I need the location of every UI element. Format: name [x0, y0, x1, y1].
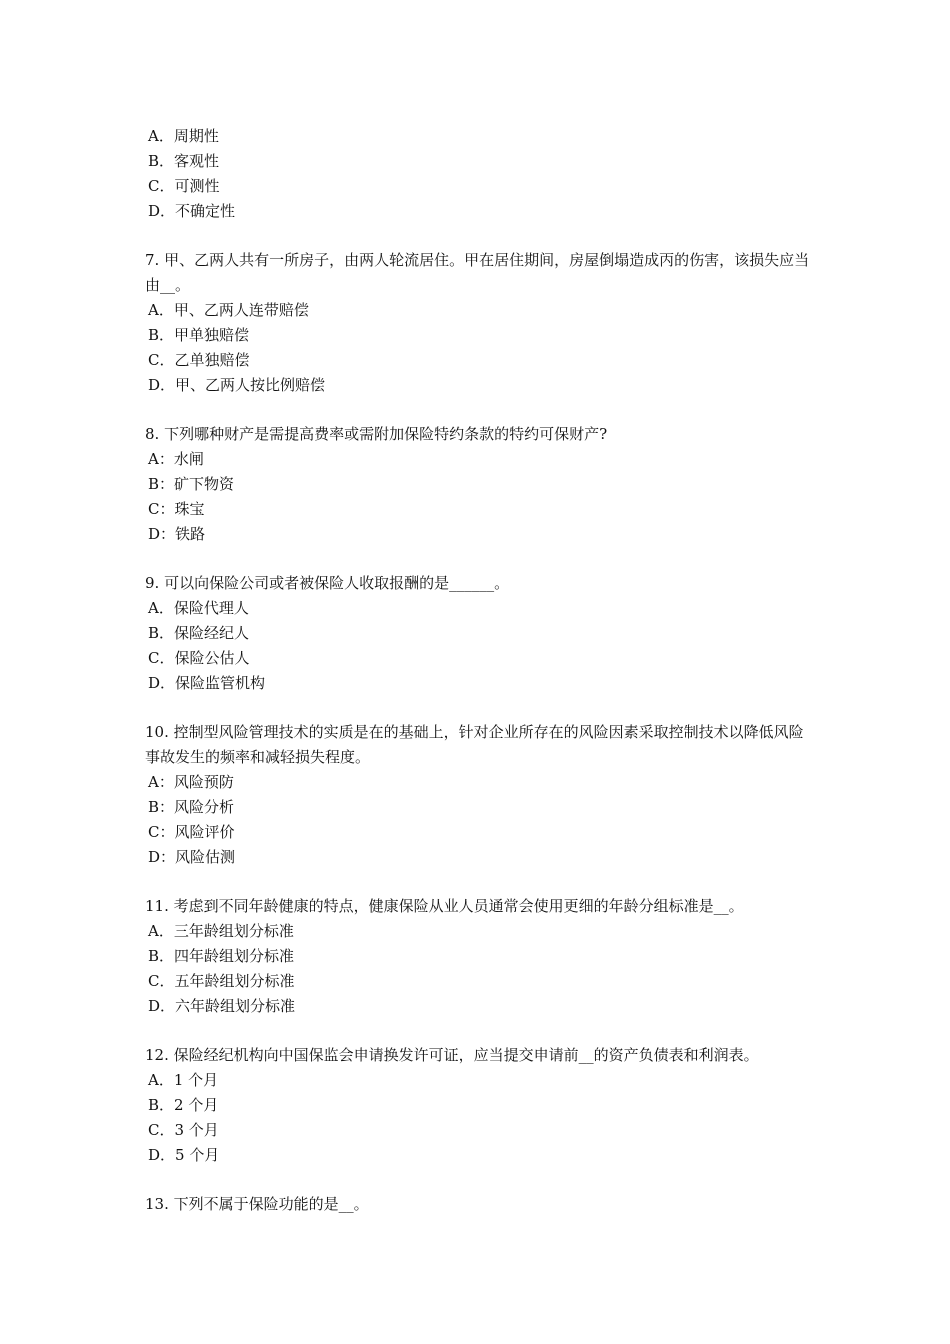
option-b: B．客观性 — [148, 152, 220, 170]
option-a: A．1 个月 — [148, 1071, 219, 1089]
option-d: D．5 个月 — [148, 1146, 220, 1164]
question-text: 12. 保险经纪机构向中国保监会申请换发许可证，应当提交申请前__的资产负债表和利润表。 — [145, 1046, 759, 1064]
option-c: C：风险评价 — [148, 823, 235, 841]
question-block-11 — [145, 894, 835, 1019]
question-block-8 — [145, 422, 835, 547]
option-d: D．甲、乙两人按比例赔偿 — [148, 376, 326, 394]
document-content — [145, 124, 835, 1241]
option-d: D．不确定性 — [148, 202, 236, 220]
question-block-9 — [145, 571, 835, 696]
question-block-13 — [145, 1192, 835, 1217]
question-text: 9. 可以向保险公司或者被保险人收取报酬的是______。 — [145, 574, 510, 592]
question-block-12 — [145, 1043, 835, 1168]
option-b: B．甲单独赔偿 — [148, 326, 250, 344]
option-d: D：铁路 — [148, 525, 206, 543]
question-text: 7. 甲、乙两人共有一所房子，由两人轮流居住。甲在居住期间，房屋倒塌造成丙的伤害，该损失应当由__。 — [145, 251, 810, 294]
option-a: A：风险预防 — [148, 773, 234, 791]
option-d: D：风险估测 — [148, 848, 236, 866]
option-a: A．保险代理人 — [148, 599, 249, 617]
option-b: B．保险经纪人 — [148, 624, 250, 642]
option-c: C．保险公估人 — [148, 649, 250, 667]
question-text: 13. 下列不属于保险功能的是__。 — [145, 1195, 369, 1213]
option-d: D．六年龄组划分标准 — [148, 997, 296, 1015]
option-b: B：风险分析 — [148, 798, 235, 816]
question-block-6 — [145, 124, 835, 224]
option-c: C．五年龄组划分标准 — [148, 972, 295, 990]
option-c: C．3 个月 — [148, 1121, 219, 1139]
option-a: A：水闸 — [148, 450, 204, 468]
option-c: C．乙单独赔偿 — [148, 351, 250, 369]
question-text: 8. 下列哪种财产是需提高费率或需附加保险特约条款的特约可保财产? — [145, 425, 608, 443]
question-block-10 — [145, 720, 835, 870]
question-text: 10. 控制型风险管理技术的实质是在的基础上，针对企业所存在的风险因素采取控制技术以降低风险事故发生的频率和减轻损失程度。 — [145, 723, 804, 766]
option-d: D．保险监管机构 — [148, 674, 266, 692]
question-block-7 — [145, 248, 835, 398]
option-b: B：矿下物资 — [148, 475, 235, 493]
option-b: B．四年龄组划分标准 — [148, 947, 295, 965]
option-c: C．可测性 — [148, 177, 220, 195]
option-b: B．2 个月 — [148, 1096, 219, 1114]
option-a: A．三年龄组划分标准 — [148, 922, 294, 940]
option-a: A．周期性 — [148, 127, 219, 145]
option-c: C：珠宝 — [148, 500, 205, 518]
question-text: 11. 考虑到不同年龄健康的特点，健康保险从业人员通常会使用更细的年龄分组标准是__。 — [145, 897, 744, 915]
option-a: A．甲、乙两人连带赔偿 — [148, 301, 309, 319]
